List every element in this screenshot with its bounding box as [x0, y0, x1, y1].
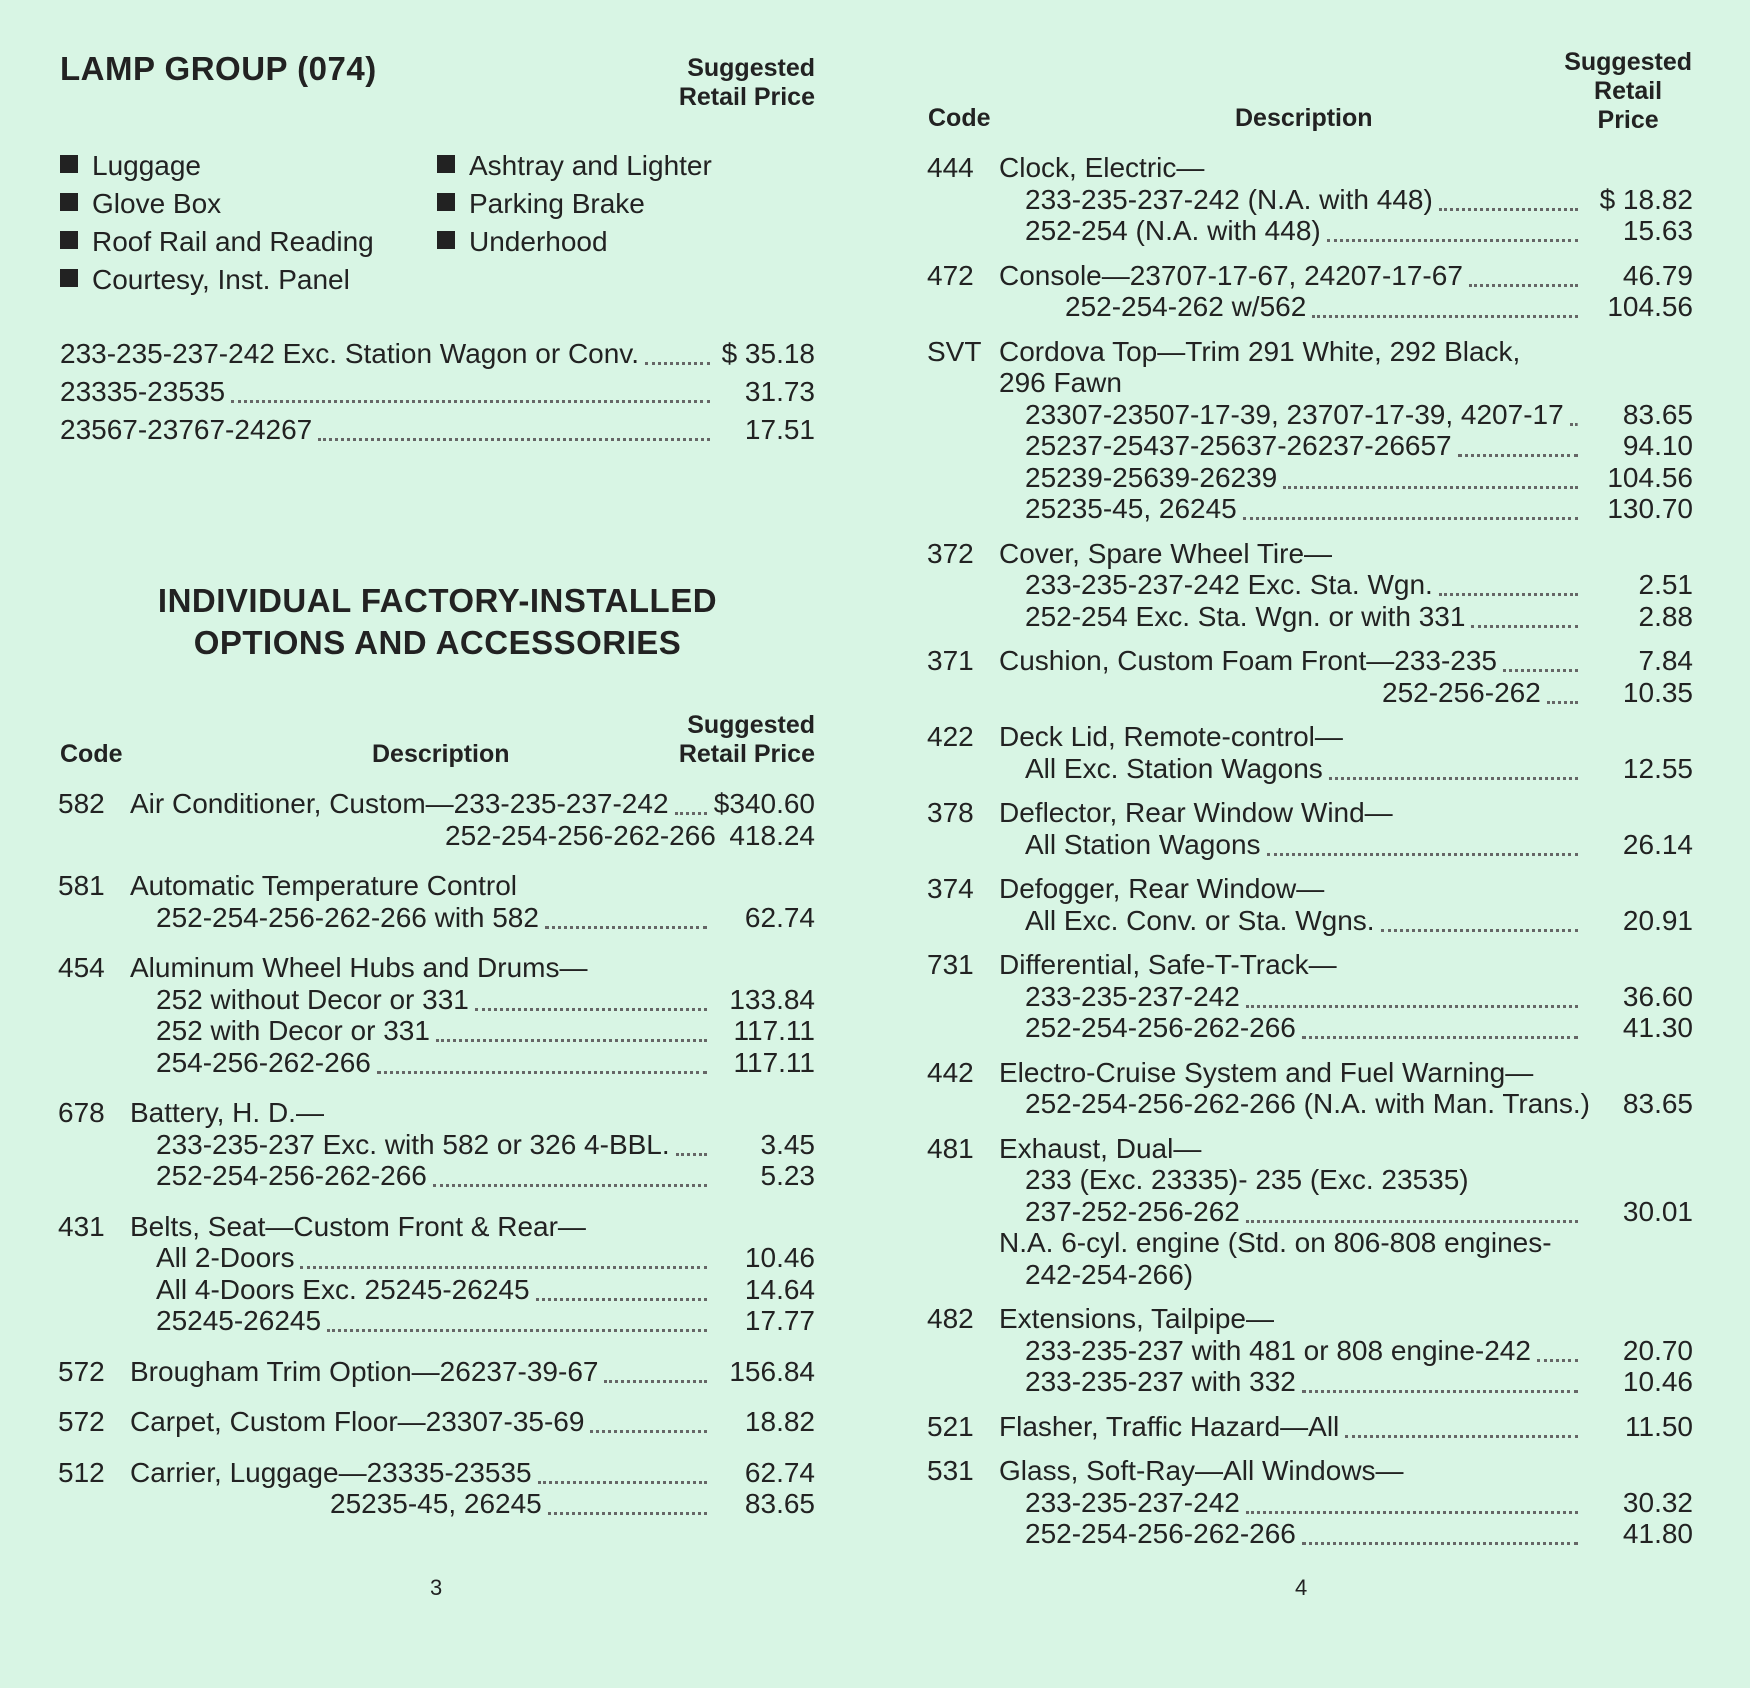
option-line — [927, 753, 1693, 785]
option-description: 25239-25639-26239 — [1025, 461, 1278, 493]
option-description: N.A. 6-cyl. engine (Std. on 806-808 engines- — [999, 1227, 1552, 1258]
dot-leader — [1439, 188, 1578, 211]
option-line — [58, 1488, 815, 1520]
lamp-price-row — [60, 338, 815, 370]
option-line — [927, 1518, 1693, 1550]
option-price: 14.64 — [744, 1273, 815, 1305]
option-price: 41.80 — [1622, 1518, 1693, 1549]
bullet-square-icon — [437, 193, 455, 211]
price-header-line: Suggested — [687, 711, 815, 739]
option-price: 31.73 — [744, 376, 815, 407]
option-line — [58, 1097, 815, 1129]
option-description: Console—23707-17-67, 24207-17-67 — [999, 259, 1463, 291]
option-code: 482 — [927, 1303, 974, 1334]
option-description: 23335-23535 — [60, 376, 226, 407]
option-code: 372 — [927, 537, 974, 569]
dot-leader — [300, 1246, 707, 1269]
option-price: 20.70 — [1622, 1334, 1693, 1366]
option-price: 10.35 — [1622, 676, 1693, 708]
option-code: 572 — [58, 1355, 105, 1387]
option-code: 512 — [58, 1456, 105, 1488]
dot-leader — [231, 380, 710, 403]
option-description: Deck Lid, Remote-control— — [999, 721, 1343, 752]
option-line — [927, 569, 1693, 601]
option-description: Defogger, Rear Window— — [999, 873, 1325, 904]
price-header-line: Price — [1597, 106, 1659, 134]
lamp-price-row — [60, 376, 815, 408]
option-line — [927, 184, 1693, 216]
dot-leader — [1439, 573, 1578, 596]
column-header-description: Description — [1235, 104, 1373, 132]
dot-leader — [1246, 985, 1578, 1008]
option-description: All 4-Doors Exc. 25245-26245 — [156, 1273, 530, 1305]
bullet-square-icon — [437, 231, 455, 249]
dot-leader — [436, 1019, 707, 1042]
option-line — [927, 399, 1693, 431]
lamp-price-row — [60, 414, 815, 446]
option-code: 431 — [58, 1210, 105, 1242]
option-line — [927, 829, 1693, 861]
dot-leader — [1471, 605, 1578, 628]
option-code: 521 — [927, 1410, 974, 1442]
option-description: 254-256-262-266 — [156, 1046, 371, 1078]
option-line — [927, 1411, 1693, 1443]
dot-leader — [1302, 1370, 1578, 1393]
option-description: Aluminum Wheel Hubs and Drums— — [130, 952, 588, 983]
option-line — [58, 1047, 815, 1079]
dot-leader — [536, 1278, 707, 1301]
option-price: 12.55 — [1622, 752, 1693, 784]
option-price: 30.01 — [1622, 1195, 1693, 1227]
option-price: 46.79 — [1622, 259, 1693, 291]
option-line — [58, 1129, 815, 1161]
option-price: 18.82 — [744, 1406, 815, 1437]
option-description: 233-235-237-242 Exc. Station Wagon or Conv. — [60, 338, 640, 369]
dot-leader — [1329, 757, 1578, 780]
option-line — [927, 601, 1693, 633]
lamp-item: Underhood — [437, 226, 608, 258]
option-line — [58, 1211, 815, 1243]
option-description: Cushion, Custom Foam Front—233-235 — [999, 645, 1497, 676]
option-description: Clock, Electric— — [999, 152, 1205, 183]
option-code: 378 — [927, 797, 974, 828]
option-price: 94.10 — [1622, 430, 1693, 461]
option-description: Brougham Trim Option—26237-39-67 — [130, 1355, 599, 1387]
option-description: 252-254-256-262-266 — [1025, 1012, 1296, 1043]
option-price: 130.70 — [1607, 493, 1693, 524]
option-description: 233-235-237-242 (N.A. with 448) — [1025, 183, 1433, 215]
option-code: 731 — [927, 949, 974, 980]
option-price: 11.50 — [1625, 1410, 1693, 1442]
option-price: 10.46 — [744, 1242, 815, 1273]
option-description: 233-235-237 Exc. with 582 or 326 4-BBL. — [156, 1128, 670, 1160]
option-line — [927, 538, 1693, 570]
option-line — [927, 1164, 1693, 1196]
lamp-item: Luggage — [60, 150, 201, 182]
option-line — [927, 1227, 1693, 1259]
dot-leader — [1302, 1016, 1578, 1039]
option-price: 2.51 — [1638, 569, 1693, 600]
option-line — [927, 1366, 1693, 1398]
option-price: $340.60 — [713, 788, 815, 819]
option-description: 252-254 Exc. Sta. Wgn. or with 331 — [1025, 600, 1466, 632]
option-price: 36.60 — [1622, 980, 1693, 1012]
option-line — [927, 1259, 1693, 1291]
option-price: 7.84 — [1638, 645, 1693, 676]
bullet-square-icon — [437, 155, 455, 173]
option-description: 252-254-262 w/562 — [1065, 291, 1307, 322]
option-line — [927, 1335, 1693, 1367]
option-code: 678 — [58, 1097, 105, 1128]
option-code: 371 — [927, 645, 974, 676]
dot-leader — [1381, 909, 1578, 932]
option-code: 531 — [927, 1455, 974, 1486]
lamp-item: Ashtray and Lighter — [437, 150, 712, 182]
option-description: 237-252-256-262 — [1025, 1195, 1240, 1227]
dot-leader — [548, 1492, 707, 1515]
option-description: Electro-Cruise System and Fuel Warning— — [999, 1056, 1534, 1088]
option-price: $ 18.82 — [1599, 183, 1693, 215]
option-description: 252-254-256-262-266 — [1025, 1518, 1296, 1549]
option-description: 252-254-256-262-266 with 582 — [156, 901, 539, 933]
option-line — [58, 788, 815, 820]
option-description: 233-235-237-242 Exc. Sta. Wgn. — [1025, 569, 1433, 600]
option-line — [927, 215, 1693, 247]
option-description: Extensions, Tailpipe— — [999, 1303, 1274, 1334]
option-description: Cordova Top—Trim 291 White, 292 Black, — [999, 335, 1521, 367]
dot-leader — [327, 1309, 707, 1332]
dot-leader — [1267, 833, 1578, 856]
lamp-price-header — [679, 54, 815, 112]
option-line — [58, 1457, 815, 1489]
option-price: 30.32 — [1622, 1486, 1693, 1518]
option-description: 252 without Decor or 331 — [156, 983, 469, 1015]
option-description: Carpet, Custom Floor—23307-35-69 — [130, 1406, 585, 1437]
option-description: Air Conditioner, Custom—233-235-237-242 — [130, 788, 669, 819]
option-line — [927, 367, 1693, 399]
option-code: 454 — [58, 952, 105, 983]
option-line — [58, 902, 815, 934]
option-code: 442 — [927, 1056, 974, 1088]
option-description: Battery, H. D.— — [130, 1097, 324, 1128]
option-line — [927, 1057, 1693, 1089]
dot-leader — [1246, 1200, 1578, 1223]
price-header-line: Retail Price — [678, 83, 815, 111]
dot-leader — [433, 1164, 707, 1187]
bullet-square-icon — [60, 155, 78, 173]
section-title — [60, 580, 815, 664]
option-line — [927, 1455, 1693, 1487]
option-line — [927, 797, 1693, 829]
option-code: 481 — [927, 1132, 974, 1164]
option-line — [927, 873, 1693, 905]
option-line — [927, 1088, 1693, 1120]
page-number: 3 — [430, 1575, 443, 1600]
dot-leader — [377, 1051, 707, 1074]
dot-leader — [538, 1461, 707, 1484]
option-line — [58, 952, 815, 984]
dot-leader — [1503, 649, 1578, 672]
option-description: 25245-26245 — [156, 1305, 322, 1336]
option-description: All Station Wagons — [1025, 828, 1261, 860]
option-code: 472 — [927, 259, 974, 291]
option-line — [927, 152, 1693, 184]
option-price: 83.65 — [744, 1488, 815, 1519]
column-header-description: Description — [372, 740, 510, 768]
option-line — [927, 291, 1693, 323]
price-header-line: Retail Price — [678, 740, 815, 768]
column-header-code: Code — [60, 740, 123, 768]
option-code: 422 — [927, 721, 974, 752]
option-price: 3.45 — [760, 1128, 815, 1160]
option-description: Glass, Soft-Ray—All Windows— — [999, 1455, 1404, 1486]
option-description: 252-254 (N.A. with 448) — [1025, 215, 1321, 246]
option-price: $ 35.18 — [721, 338, 815, 369]
option-price: 62.74 — [744, 1456, 815, 1488]
option-line — [927, 677, 1693, 709]
section-title-line: INDIVIDUAL FACTORY-INSTALLED — [157, 582, 718, 619]
option-price: 117.11 — [733, 1046, 815, 1078]
option-description: 23307-23507-17-39, 23707-17-39, 4207-17 — [1025, 398, 1564, 430]
option-line — [927, 430, 1693, 462]
option-description: Deflector, Rear Window Wind— — [999, 797, 1393, 828]
option-price: 418.24 — [729, 819, 815, 851]
option-line — [927, 1133, 1693, 1165]
option-code: 582 — [58, 788, 105, 819]
option-description: 233-235-237 with 481 or 808 engine-242 — [1025, 1334, 1531, 1366]
option-price: 62.74 — [744, 901, 815, 933]
dot-leader — [1537, 1339, 1578, 1362]
option-price: 2.88 — [1638, 600, 1693, 632]
dot-leader — [1246, 1491, 1578, 1514]
page-number: 4 — [1295, 1575, 1308, 1600]
column-header-code: Code — [928, 104, 991, 132]
lamp-item: Roof Rail and Reading — [60, 226, 374, 258]
option-price: 133.84 — [729, 983, 815, 1015]
option-line — [927, 905, 1693, 937]
bullet-square-icon — [60, 269, 78, 287]
option-price: 20.91 — [1622, 904, 1693, 936]
dot-leader — [1302, 1522, 1578, 1545]
lamp-item: Glove Box — [60, 188, 221, 220]
option-price: 156.84 — [729, 1355, 815, 1387]
option-line — [927, 1487, 1693, 1519]
lamp-group-title: LAMP GROUP (074) — [60, 50, 377, 87]
option-description: 252-256-262 — [1382, 676, 1541, 708]
dot-leader — [1283, 466, 1578, 489]
option-description: 233-235-237-242 — [1025, 1486, 1240, 1518]
option-line — [58, 1015, 815, 1047]
section-title-line: OPTIONS AND ACCESSORIES — [193, 624, 682, 661]
option-line — [58, 1274, 815, 1306]
option-description: All Exc. Conv. or Sta. Wgns. — [1025, 904, 1375, 936]
dot-leader — [1458, 434, 1578, 457]
option-code: 572 — [58, 1406, 105, 1437]
option-price: 5.23 — [760, 1160, 815, 1191]
option-description: All Exc. Station Wagons — [1025, 752, 1323, 784]
dot-leader — [1345, 1415, 1578, 1438]
price-header-line: Retail — [1594, 77, 1663, 105]
dot-leader — [318, 418, 710, 441]
column-header-price — [1564, 48, 1692, 135]
option-price: 15.63 — [1622, 215, 1693, 246]
dot-leader — [675, 792, 707, 815]
dot-leader — [590, 1410, 707, 1433]
option-price: 83.65 — [1622, 1088, 1693, 1119]
price-header-line: Suggested — [1564, 48, 1692, 76]
dot-leader — [475, 988, 707, 1011]
option-price: 26.14 — [1622, 828, 1693, 860]
option-price: 17.77 — [744, 1305, 815, 1336]
dot-leader — [676, 1133, 707, 1156]
option-description: 252 with Decor or 331 — [156, 1015, 430, 1046]
option-description: 252-254-256-262-266 — [156, 1160, 427, 1191]
option-line — [58, 870, 815, 902]
option-line — [927, 336, 1693, 368]
option-line — [58, 984, 815, 1016]
dot-leader — [1547, 681, 1578, 704]
option-price: 83.65 — [1622, 398, 1693, 430]
option-line — [927, 721, 1693, 753]
option-description: 233-235-237 with 332 — [1025, 1366, 1296, 1397]
option-description: Flasher, Traffic Hazard—All — [999, 1410, 1340, 1442]
option-line — [927, 1303, 1693, 1335]
option-description: Carrier, Luggage—23335-23535 — [130, 1456, 532, 1488]
option-line — [927, 1196, 1693, 1228]
dot-leader — [1312, 295, 1578, 318]
option-line — [58, 1160, 815, 1192]
price-header-line: Suggested — [687, 54, 815, 82]
option-code: 581 — [58, 870, 105, 901]
option-line — [58, 1242, 815, 1274]
bullet-square-icon — [60, 231, 78, 249]
option-description: 252-254-256-262-266 (N.A. with Man. Trans.) — [1025, 1088, 1590, 1119]
option-description: 25235-45, 26245 — [1025, 493, 1237, 524]
dot-leader — [1570, 403, 1578, 426]
option-price: 117.11 — [733, 1015, 815, 1046]
option-line — [927, 493, 1693, 525]
option-line — [927, 462, 1693, 494]
option-line — [927, 1012, 1693, 1044]
dot-leader — [645, 342, 710, 365]
option-description: Belts, Seat—Custom Front & Rear— — [130, 1210, 586, 1242]
option-description: Cover, Spare Wheel Tire— — [999, 537, 1333, 569]
option-line — [927, 645, 1693, 677]
option-code: 374 — [927, 873, 974, 904]
option-description: Exhaust, Dual— — [999, 1132, 1202, 1164]
lamp-item: Parking Brake — [437, 188, 645, 220]
option-line — [927, 260, 1693, 292]
option-line — [58, 820, 815, 852]
option-price: 17.51 — [744, 414, 815, 445]
option-description: Differential, Safe-T-Track— — [999, 949, 1337, 980]
bullet-square-icon — [60, 193, 78, 211]
dot-leader — [1243, 497, 1578, 520]
option-code: 444 — [927, 152, 974, 183]
option-description: 233-235-237-242 — [1025, 980, 1240, 1012]
option-line — [58, 1406, 815, 1438]
option-description: 252-254-256-262-266 — [445, 819, 716, 851]
option-line — [58, 1305, 815, 1337]
dot-leader — [604, 1360, 707, 1383]
option-price: 104.56 — [1607, 461, 1693, 493]
option-description: 25237-25437-25637-26237-26657 — [1025, 430, 1452, 461]
option-price: 41.30 — [1622, 1012, 1693, 1043]
option-line — [58, 1356, 815, 1388]
option-description: 296 Fawn — [999, 367, 1122, 398]
option-description: Automatic Temperature Control — [130, 870, 517, 901]
lamp-item: Courtesy, Inst. Panel — [60, 264, 350, 296]
option-description: 25235-45, 26245 — [330, 1488, 542, 1519]
option-line — [927, 949, 1693, 981]
dot-leader — [1327, 219, 1578, 242]
option-description: All 2-Doors — [156, 1242, 295, 1273]
dot-leader — [1469, 264, 1578, 287]
option-code: SVT — [927, 335, 982, 367]
option-line — [927, 981, 1693, 1013]
option-price: 104.56 — [1607, 291, 1693, 322]
option-description: 23567-23767-24267 — [60, 414, 313, 445]
right-page — [875, 0, 1750, 1688]
column-header-price — [679, 711, 815, 769]
option-description: 242-254-266) — [1025, 1258, 1194, 1290]
option-price: 10.46 — [1622, 1366, 1693, 1397]
option-description: 233 (Exc. 23335)- 235 (Exc. 23535) — [1025, 1164, 1469, 1195]
dot-leader — [545, 906, 707, 929]
